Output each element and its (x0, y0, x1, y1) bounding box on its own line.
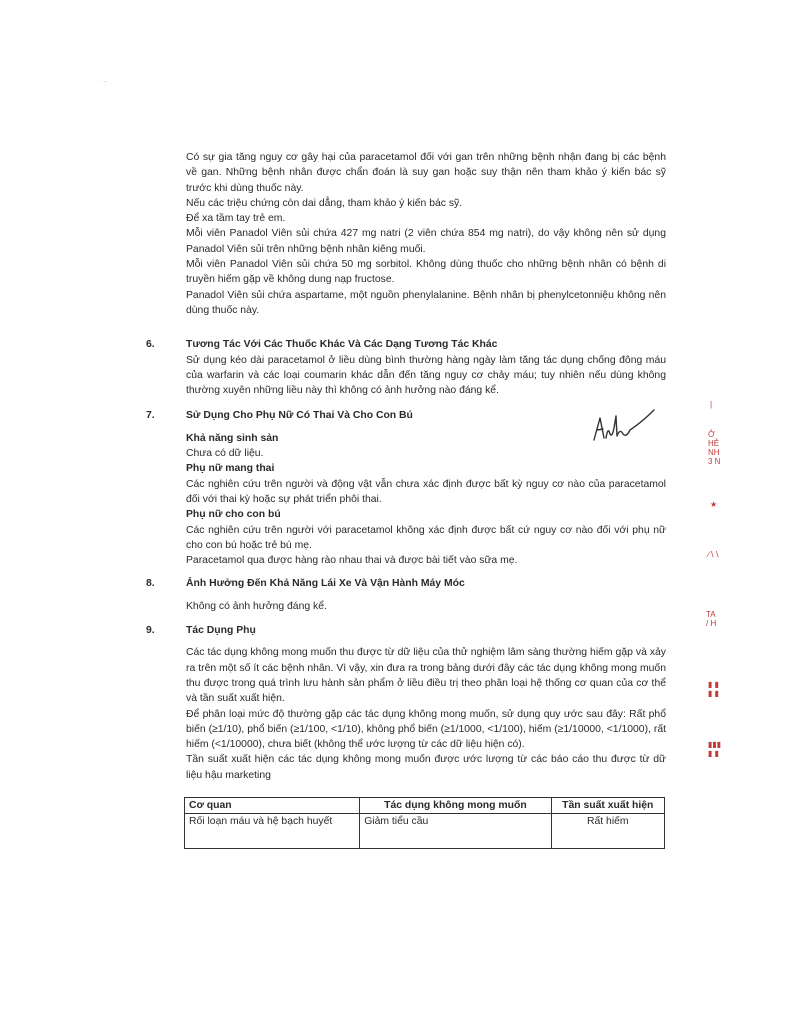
intro-paragraph-4: Mỗi viên Panadol Viên sủi chứa 427 mg natri (2 viên chứa 854 mg natri), do vậy không nên sử dụng Panadol Viên sủi trên những bệnh nhân kiêng muối. (186, 228, 666, 255)
intro-paragraph-5: Mỗi viên Panadol Viên sủi chứa 50 mg sorbitol. Không dùng thuốc cho những bệnh nhân có bệnh di truyền hiếm gặp về không dung nạp fructose. (186, 259, 666, 286)
section-7-number: 7. (146, 410, 155, 422)
section-6-title: Tương Tác Với Các Thuốc Khác Và Các Dạng Tương Tác Khác (186, 339, 498, 351)
section-7-title: Sử Dụng Cho Phụ Nữ Có Thai Và Cho Con Bú (186, 410, 413, 422)
adverse-reactions-table (184, 797, 665, 849)
section-8-title: Ảnh Hưởng Đến Khả Năng Lái Xe Và Vận Hành Máy Móc (186, 578, 465, 590)
section-9-number: 9. (146, 625, 155, 637)
fertility-title: Khả năng sinh sản (186, 432, 279, 444)
margin-stamp-marks: | Ở HẺ NH 3 N ★ ∕∖∖ TA / H ▮ ▮ ▮ ▮ ▮▮▮ ▮ ▮ (706, 400, 722, 758)
section-8-number: 8. (146, 578, 155, 590)
intro-paragraph-2: Nếu các triệu chứng còn dai dẳng, tham khảo ý kiến bác sỹ. (186, 197, 463, 209)
page-content (146, 150, 666, 849)
lactation-text-1: Các nghiên cứu trên người với paracetamol không xác định được bất cứ nguy cơ nào đối với phụ nữ cho con bú hoặc trẻ bú mẹ. (186, 524, 666, 551)
table-header-effect: Tác dụng không mong muốn (360, 797, 551, 813)
table-header-frequency: Tần suất xuất hiện (551, 797, 664, 813)
table-header-organ: Cơ quan (185, 797, 360, 813)
section-6 (146, 337, 666, 398)
section-9-text-2: Để phân loại mức độ thường gặp các tác dụng không mong muốn, sử dụng quy ước sau đây: Rất phổ biến (≥1/10), phổ biến (≥1/100, <1/10), không phổ biến (≥1/1000, <1/100), hiếm (≥1/10000, <1/1000), rất hiếm (<1/10000), chưa biết (không thể ước lượng từ các dữ liệu hiện có). (186, 708, 666, 751)
pregnancy-text: Các nghiên cứu trên người và động vật vẫn chưa xác định được bất kỳ nguy cơ nào của paracetamol đối với thai kỳ hoặc sự phát triển phôi thai. (186, 478, 666, 505)
intro-paragraph-6: Panadol Viên sủi chứa aspartame, một nguồn phenylalanine. Bệnh nhân bị phenylcetonniệu không nên dùng thuốc này. (186, 289, 666, 316)
fertility-text: Chưa có dữ liệu. (186, 448, 264, 460)
section-9-title: Tác Dụng Phụ (186, 625, 256, 637)
section-9-text-1: Các tác dụng không mong muốn thu được từ dữ liệu của thử nghiệm lâm sàng thường hiếm gặp và xảy ra trên một số ít các bệnh nhân. Vì vậy, xin đưa ra trong bảng dưới đây các tác dụng không mong muốn thu được trong quá trình lưu hành sản phẩm ở liều điều trị theo phân loại hệ thống cơ quan của cơ thể và tần suất xuất hiện. (186, 647, 666, 705)
table-header-row (185, 797, 665, 813)
table-cell-organ: Rối loạn máu và hệ bạch huyết (185, 814, 360, 849)
intro-paragraph-3: Để xa tầm tay trẻ em. (186, 213, 286, 225)
section-8 (146, 576, 666, 614)
section-9-text-3: Tần suất xuất hiện các tác dụng không mong muốn được ước lượng từ các báo cáo thu được từ dữ liệu hậu marketing (186, 754, 666, 781)
section-6-number: 6. (146, 339, 155, 351)
section-9 (146, 623, 666, 849)
lactation-title: Phụ nữ cho con bú (186, 509, 281, 521)
table-row (185, 814, 665, 849)
handwritten-signature (590, 408, 660, 448)
table-cell-effect: Giảm tiểu cầu (360, 814, 551, 849)
pregnancy-title: Phụ nữ mang thai (186, 463, 275, 475)
section-6-text: Sử dụng kéo dài paracetamol ở liều dùng bình thường hàng ngày làm tăng tác dụng chống đông máu của warfarin và các loại coumarin khác dẫn đến tăng nguy cơ chảy máu; tuy nhiên nếu dùng không thường xuyên những liều này thì không có ảnh hưởng nào đáng kể. (186, 354, 666, 397)
scan-specks: · .. (100, 78, 107, 84)
table-cell-frequency: Rất hiếm (551, 814, 664, 849)
lactation-text-2: Paracetamol qua được hàng rào nhau thai và được bài tiết vào sữa mẹ. (186, 555, 518, 567)
section-8-text: Không có ảnh hưởng đáng kể. (186, 600, 327, 612)
intro-paragraph-1: Có sự gia tăng nguy cơ gây hại của paracetamol đối với gan trên những bệnh nhận đang bị các bệnh về gan. Những bệnh nhân được chẩn đoán là suy gan hoặc suy thận nên tham khảo ý kiến bác sỹ trước khi dùng thuốc này. (186, 152, 666, 194)
